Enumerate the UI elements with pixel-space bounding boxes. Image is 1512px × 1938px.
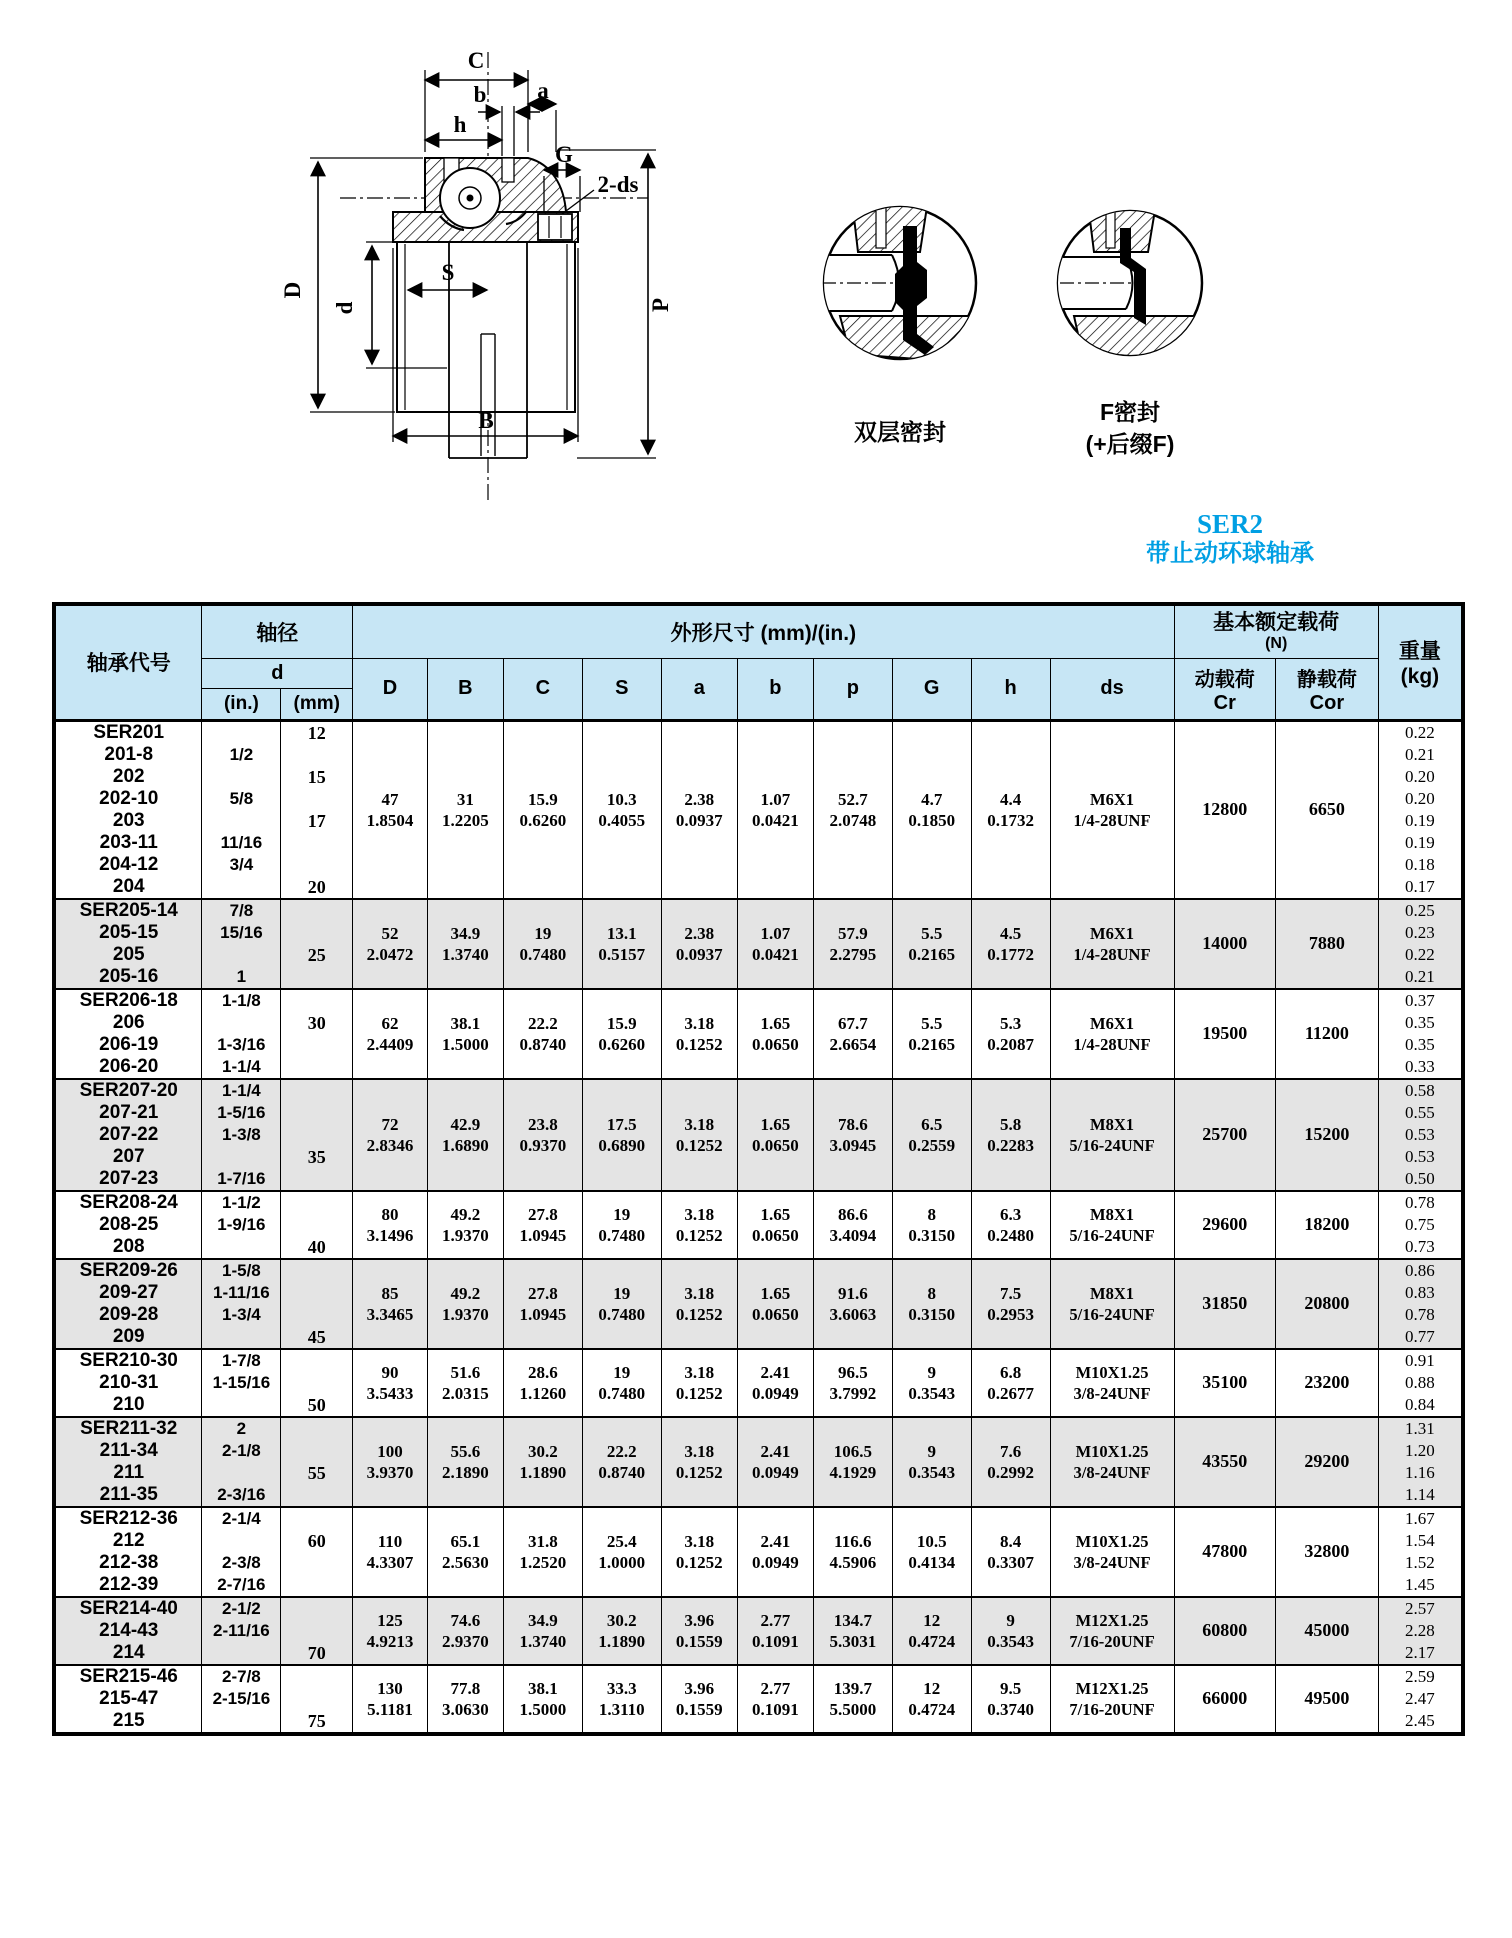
header-dim-p: p (813, 658, 892, 720)
cell-thread-ds: M8X1 5/16-24UNF (1050, 1079, 1174, 1191)
cell-dim-b: 2.41 0.0949 (737, 1507, 813, 1597)
cell-bearing-codes: SER215-46 215-47 215 (54, 1665, 202, 1734)
table-row (54, 720, 1463, 899)
header-dim-G: G (892, 658, 971, 720)
header-load-title-text: 基本额定载荷 (1213, 610, 1340, 634)
cell-dim-G: 10.5 0.4134 (892, 1507, 971, 1597)
cell-dim-p: 116.6 4.5906 (813, 1507, 892, 1597)
cell-dim-h: 4.5 0.1772 (971, 899, 1050, 989)
cell-dim-S: 19 0.7480 (582, 1349, 661, 1417)
cell-diameter-mm: 45 (281, 1259, 353, 1349)
cell-diameter-inch: 1-1/4 1-5/16 1-3/8 1-7/16 (202, 1079, 281, 1191)
cell-weights: 0.91 0.88 0.84 (1378, 1349, 1463, 1417)
cell-bearing-codes: SER214-40 214-43 214 (54, 1597, 202, 1665)
cell-dim-h: 5.8 0.2283 (971, 1079, 1050, 1191)
header-dimensions-title: 外形尺寸 (mm)/(in.) (353, 604, 1174, 658)
cell-thread-ds: M10X1.25 3/8-24UNF (1050, 1349, 1174, 1417)
cell-dim-S: 13.1 0.5157 (582, 899, 661, 989)
cell-dim-B: 34.9 1.3740 (427, 899, 503, 989)
seal-left-caption: 双层密封 (854, 419, 946, 445)
cell-dim-D: 85 3.3465 (353, 1259, 428, 1349)
cell-diameter-mm: 75 (281, 1665, 353, 1734)
cell-static-load-cor: 20800 (1275, 1259, 1378, 1349)
cell-thread-ds: M6X1 1/4-28UNF (1050, 720, 1174, 899)
cell-dim-D: 72 2.8346 (353, 1079, 428, 1191)
cell-dim-G: 8 0.3150 (892, 1259, 971, 1349)
cell-static-load-cor: 15200 (1275, 1079, 1378, 1191)
cell-dim-G: 12 0.4724 (892, 1597, 971, 1665)
cell-weights: 0.78 0.75 0.73 (1378, 1191, 1463, 1259)
cell-dynamic-load-cr: 43550 (1174, 1417, 1275, 1507)
header-weight-text: 重量 (1398, 640, 1441, 664)
table-row (54, 1191, 1463, 1259)
header-weight (1378, 604, 1463, 720)
cell-dim-p: 52.7 2.0748 (813, 720, 892, 899)
cell-dim-h: 6.8 0.2677 (971, 1349, 1050, 1417)
seal-detail-left (820, 198, 978, 362)
cell-dim-C: 34.9 1.3740 (503, 1597, 582, 1665)
cell-weights: 0.86 0.83 0.78 0.77 (1378, 1259, 1463, 1349)
cell-dim-G: 8 0.3150 (892, 1191, 971, 1259)
cell-dim-S: 22.2 0.8740 (582, 1417, 661, 1507)
header-weight-unit: (kg) (1400, 665, 1440, 689)
cell-static-load-cor: 18200 (1275, 1191, 1378, 1259)
cell-dim-h: 7.6 0.2992 (971, 1417, 1050, 1507)
table-row (54, 1597, 1463, 1665)
cell-bearing-codes: SER210-30 210-31 210 (54, 1349, 202, 1417)
cell-dim-h: 7.5 0.2953 (971, 1259, 1050, 1349)
header-dynamic-load (1174, 658, 1275, 720)
cell-dim-h: 6.3 0.2480 (971, 1191, 1050, 1259)
cell-dim-S: 30.2 1.1890 (582, 1597, 661, 1665)
cell-diameter-mm: 55 (281, 1417, 353, 1507)
cell-dim-B: 55.6 2.1890 (427, 1417, 503, 1507)
cell-bearing-codes: SER208-24 208-25 208 (54, 1191, 202, 1259)
cell-diameter-inch: 2-7/8 2-15/16 (202, 1665, 281, 1734)
cell-diameter-inch: 1-7/8 1-15/16 (202, 1349, 281, 1417)
cell-dim-p: 91.6 3.6063 (813, 1259, 892, 1349)
cell-weights: 1.67 1.54 1.52 1.45 (1378, 1507, 1463, 1597)
cell-dim-C: 19 0.7480 (503, 899, 582, 989)
cell-dim-b: 2.77 0.1091 (737, 1665, 813, 1734)
cell-diameter-inch: 1-5/8 1-11/16 1-3/4 (202, 1259, 281, 1349)
cell-dim-D: 130 5.1181 (353, 1665, 428, 1734)
cell-dim-p: 139.7 5.5000 (813, 1665, 892, 1734)
cell-dim-S: 19 0.7480 (582, 1191, 661, 1259)
cell-dim-C: 15.9 0.6260 (503, 720, 582, 899)
cell-dim-G: 9 0.3543 (892, 1349, 971, 1417)
table-body (54, 720, 1463, 1734)
cell-dim-G: 4.7 0.1850 (892, 720, 971, 899)
cell-diameter-mm: 30 (281, 989, 353, 1079)
cell-dim-D: 80 3.1496 (353, 1191, 428, 1259)
cell-bearing-codes: SER201 201-8 202 202-10 203 203-11 204-12 204 (54, 720, 202, 899)
cell-dim-D: 90 3.5433 (353, 1349, 428, 1417)
cell-dim-b: 2.41 0.0949 (737, 1417, 813, 1507)
cell-bearing-codes: SER209-26 209-27 209-28 209 (54, 1259, 202, 1349)
spec-table (52, 602, 1465, 1736)
header-static-load (1275, 658, 1378, 720)
cell-diameter-mm: 25 (281, 899, 353, 989)
cell-dim-G: 9 0.3543 (892, 1417, 971, 1507)
dim-label-b-width: B (478, 408, 494, 433)
cell-thread-ds: M6X1 1/4-28UNF (1050, 899, 1174, 989)
dim-label-d-small: d (332, 301, 357, 315)
cell-dim-p: 96.5 3.7992 (813, 1349, 892, 1417)
cell-static-load-cor: 32800 (1275, 1507, 1378, 1597)
cell-thread-ds: M10X1.25 3/8-24UNF (1050, 1417, 1174, 1507)
header-dynamic-load-symbol: Cr (1213, 691, 1236, 714)
header-inch-unit: (in.) (202, 688, 281, 720)
seal-right-caption-line1: F密封 (1099, 399, 1161, 425)
header-static-load-text: 静载荷 (1296, 668, 1357, 691)
cell-dim-a: 3.18 0.1252 (661, 1349, 737, 1417)
cell-bearing-codes: SER206-18 206 206-19 206-20 (54, 989, 202, 1079)
dim-label-c: C (467, 48, 485, 73)
cell-bearing-codes: SER212-36 212 212-38 212-39 (54, 1507, 202, 1597)
table-row (54, 899, 1463, 989)
cell-diameter-inch: 2 2-1/8 2-3/16 (202, 1417, 281, 1507)
cell-dim-b: 1.07 0.0421 (737, 720, 813, 899)
series-name: 带止动环球轴承 (1146, 541, 1314, 568)
cell-bearing-codes: SER205-14 205-15 205 205-16 (54, 899, 202, 989)
cell-dim-D: 125 4.9213 (353, 1597, 428, 1665)
header-dim-a: a (661, 658, 737, 720)
cell-diameter-mm: 60 (281, 1507, 353, 1597)
cell-dim-h: 5.3 0.2087 (971, 989, 1050, 1079)
cell-dim-S: 33.3 1.3110 (582, 1665, 661, 1734)
header-static-load-symbol: Cor (1309, 691, 1345, 714)
cell-diameter-mm: 40 (281, 1191, 353, 1259)
cell-dim-G: 5.5 0.2165 (892, 899, 971, 989)
seal-detail-right (1058, 202, 1202, 360)
header-dim-C: C (503, 658, 582, 720)
cell-dim-a: 2.38 0.0937 (661, 899, 737, 989)
cell-dim-B: 74.6 2.9370 (427, 1597, 503, 1665)
cell-static-load-cor: 45000 (1275, 1597, 1378, 1665)
cell-dim-h: 4.4 0.1732 (971, 720, 1050, 899)
cell-dim-a: 3.18 0.1252 (661, 1259, 737, 1349)
cell-diameter-inch: 7/8 15/16 1 (202, 899, 281, 989)
cell-dim-D: 100 3.9370 (353, 1417, 428, 1507)
cell-dim-B: 38.1 1.5000 (427, 989, 503, 1079)
header-dim-D: D (353, 658, 428, 720)
cell-dim-a: 3.18 0.1252 (661, 989, 737, 1079)
cell-dim-b: 1.65 0.0650 (737, 989, 813, 1079)
cell-dim-B: 65.1 2.5630 (427, 1507, 503, 1597)
cell-dynamic-load-cr: 60800 (1174, 1597, 1275, 1665)
cell-diameter-inch: 2-1/4 2-3/8 2-7/16 (202, 1507, 281, 1597)
cell-dim-C: 31.8 1.2520 (503, 1507, 582, 1597)
cell-dim-h: 8.4 0.3307 (971, 1507, 1050, 1597)
cell-diameter-mm: 50 (281, 1349, 353, 1417)
seal-right-caption-line2: (+后缀F) (1085, 431, 1175, 457)
cell-dynamic-load-cr: 66000 (1174, 1665, 1275, 1734)
cell-dim-S: 15.9 0.6260 (582, 989, 661, 1079)
cell-thread-ds: M8X1 5/16-24UNF (1050, 1259, 1174, 1349)
dim-label-g: G (555, 142, 573, 167)
cell-dim-G: 6.5 0.2559 (892, 1079, 971, 1191)
cell-dim-a: 3.18 0.1252 (661, 1191, 737, 1259)
cell-weights: 1.31 1.20 1.16 1.14 (1378, 1417, 1463, 1507)
header-dim-b: b (737, 658, 813, 720)
cell-dim-S: 10.3 0.4055 (582, 720, 661, 899)
cell-dim-B: 31 1.2205 (427, 720, 503, 899)
header-d: d (202, 658, 353, 688)
header-bearing-code: 轴承代号 (54, 604, 202, 720)
cell-dim-a: 3.18 0.1252 (661, 1507, 737, 1597)
cell-dim-b: 1.65 0.0650 (737, 1259, 813, 1349)
cell-dynamic-load-cr: 47800 (1174, 1507, 1275, 1597)
cell-dim-C: 22.2 0.8740 (503, 989, 582, 1079)
table-row (54, 1665, 1463, 1734)
cell-static-load-cor: 11200 (1275, 989, 1378, 1079)
cell-static-load-cor: 29200 (1275, 1417, 1378, 1507)
cell-dim-p: 86.6 3.4094 (813, 1191, 892, 1259)
cell-dim-B: 49.2 1.9370 (427, 1259, 503, 1349)
cell-weights: 0.25 0.23 0.22 0.21 (1378, 899, 1463, 989)
cell-thread-ds: M10X1.25 3/8-24UNF (1050, 1507, 1174, 1597)
cell-dim-p: 134.7 5.3031 (813, 1597, 892, 1665)
cell-dim-B: 51.6 2.0315 (427, 1349, 503, 1417)
cell-dim-D: 47 1.8504 (353, 720, 428, 899)
cell-dim-h: 9.5 0.3740 (971, 1665, 1050, 1734)
cell-dim-h: 9 0.3543 (971, 1597, 1050, 1665)
cell-thread-ds: M12X1.25 7/16-20UNF (1050, 1597, 1174, 1665)
cell-dim-b: 1.07 0.0421 (737, 899, 813, 989)
header-dim-B: B (427, 658, 503, 720)
cell-dynamic-load-cr: 14000 (1174, 899, 1275, 989)
table-row (54, 1349, 1463, 1417)
cell-diameter-inch: 1/2 5/8 11/16 3/4 (202, 720, 281, 899)
cell-dim-b: 2.41 0.0949 (737, 1349, 813, 1417)
header-mm-unit: (mm) (281, 688, 353, 720)
cell-dim-b: 1.65 0.0650 (737, 1079, 813, 1191)
cell-dim-p: 57.9 2.2795 (813, 899, 892, 989)
cell-dim-a: 3.18 0.1252 (661, 1079, 737, 1191)
cell-dim-B: 77.8 3.0630 (427, 1665, 503, 1734)
cell-dim-a: 3.96 0.1559 (661, 1597, 737, 1665)
cell-dynamic-load-cr: 12800 (1174, 720, 1275, 899)
cell-dynamic-load-cr: 35100 (1174, 1349, 1275, 1417)
header-dim-ds: ds (1050, 658, 1174, 720)
cell-dim-C: 27.8 1.0945 (503, 1191, 582, 1259)
cell-thread-ds: M12X1.25 7/16-20UNF (1050, 1665, 1174, 1734)
series-title (1060, 508, 1400, 569)
cell-static-load-cor: 23200 (1275, 1349, 1378, 1417)
table-row (54, 1507, 1463, 1597)
header-load-unit: (N) (1265, 634, 1288, 652)
dim-label-d-big: D (280, 281, 305, 299)
cell-static-load-cor: 49500 (1275, 1665, 1378, 1734)
cell-diameter-inch: 1-1/2 1-9/16 (202, 1191, 281, 1259)
cell-dim-D: 110 4.3307 (353, 1507, 428, 1597)
cell-thread-ds: M8X1 5/16-24UNF (1050, 1191, 1174, 1259)
cell-dynamic-load-cr: 29600 (1174, 1191, 1275, 1259)
cell-diameter-mm: 12 15 17 20 (281, 720, 353, 899)
dim-label-h: h (453, 112, 467, 137)
cell-weights: 2.59 2.47 2.45 (1378, 1665, 1463, 1734)
cell-weights: 0.58 0.55 0.53 0.53 0.50 (1378, 1079, 1463, 1191)
cell-dim-G: 12 0.4724 (892, 1665, 971, 1734)
dim-label-b: b (473, 82, 487, 107)
cell-dim-p: 106.5 4.1929 (813, 1417, 892, 1507)
cell-dim-C: 28.6 1.1260 (503, 1349, 582, 1417)
cell-dim-p: 78.6 3.0945 (813, 1079, 892, 1191)
header-load-title (1174, 604, 1378, 658)
dim-label-a: a (537, 78, 549, 103)
cell-dim-B: 49.2 1.9370 (427, 1191, 503, 1259)
cell-dim-S: 17.5 0.6890 (582, 1079, 661, 1191)
table-row (54, 1417, 1463, 1507)
cell-dim-C: 30.2 1.1890 (503, 1417, 582, 1507)
cell-dynamic-load-cr: 25700 (1174, 1079, 1275, 1191)
cell-diameter-mm: 70 (281, 1597, 353, 1665)
cell-weights: 2.57 2.28 2.17 (1378, 1597, 1463, 1665)
cell-dim-C: 38.1 1.5000 (503, 1665, 582, 1734)
cell-diameter-inch: 1-1/8 1-3/16 1-1/4 (202, 989, 281, 1079)
table-row (54, 1079, 1463, 1191)
table-row (54, 989, 1463, 1079)
header-shaft-diameter: 轴径 (202, 604, 353, 658)
dim-label-2ds: 2-ds (597, 172, 639, 197)
cell-static-load-cor: 7880 (1275, 899, 1378, 989)
cell-dim-D: 62 2.4409 (353, 989, 428, 1079)
cell-static-load-cor: 6650 (1275, 720, 1378, 899)
cell-dim-a: 3.96 0.1559 (661, 1665, 737, 1734)
cell-bearing-codes: SER207-20 207-21 207-22 207 207-23 (54, 1079, 202, 1191)
header-dynamic-load-text: 动载荷 (1194, 668, 1255, 691)
cell-dim-a: 3.18 0.1252 (661, 1417, 737, 1507)
table-row (54, 1259, 1463, 1349)
cell-weights: 0.22 0.21 0.20 0.20 0.19 0.19 0.18 0.17 (1378, 720, 1463, 899)
cell-dim-B: 42.9 1.6890 (427, 1079, 503, 1191)
cell-dynamic-load-cr: 19500 (1174, 989, 1275, 1079)
series-code: SER2 (1196, 509, 1264, 539)
cell-dynamic-load-cr: 31850 (1174, 1259, 1275, 1349)
dim-label-p: P (648, 297, 673, 313)
header-dim-S: S (582, 658, 661, 720)
cell-dim-b: 2.77 0.1091 (737, 1597, 813, 1665)
cell-thread-ds: M6X1 1/4-28UNF (1050, 989, 1174, 1079)
cell-dim-p: 67.7 2.6654 (813, 989, 892, 1079)
dim-label-s: S (441, 260, 455, 285)
cell-diameter-inch: 2-1/2 2-11/16 (202, 1597, 281, 1665)
cell-diameter-mm: 35 (281, 1079, 353, 1191)
header-dim-h: h (971, 658, 1050, 720)
cell-dim-b: 1.65 0.0650 (737, 1191, 813, 1259)
cell-dim-C: 27.8 1.0945 (503, 1259, 582, 1349)
cell-dim-D: 52 2.0472 (353, 899, 428, 989)
cell-bearing-codes: SER211-32 211-34 211 211-35 (54, 1417, 202, 1507)
cell-dim-S: 25.4 1.0000 (582, 1507, 661, 1597)
cell-dim-S: 19 0.7480 (582, 1259, 661, 1349)
cell-dim-G: 5.5 0.2165 (892, 989, 971, 1079)
cell-dim-a: 2.38 0.0937 (661, 720, 737, 899)
cell-weights: 0.37 0.35 0.35 0.33 (1378, 989, 1463, 1079)
cell-dim-C: 23.8 0.9370 (503, 1079, 582, 1191)
table-header (54, 604, 1463, 720)
